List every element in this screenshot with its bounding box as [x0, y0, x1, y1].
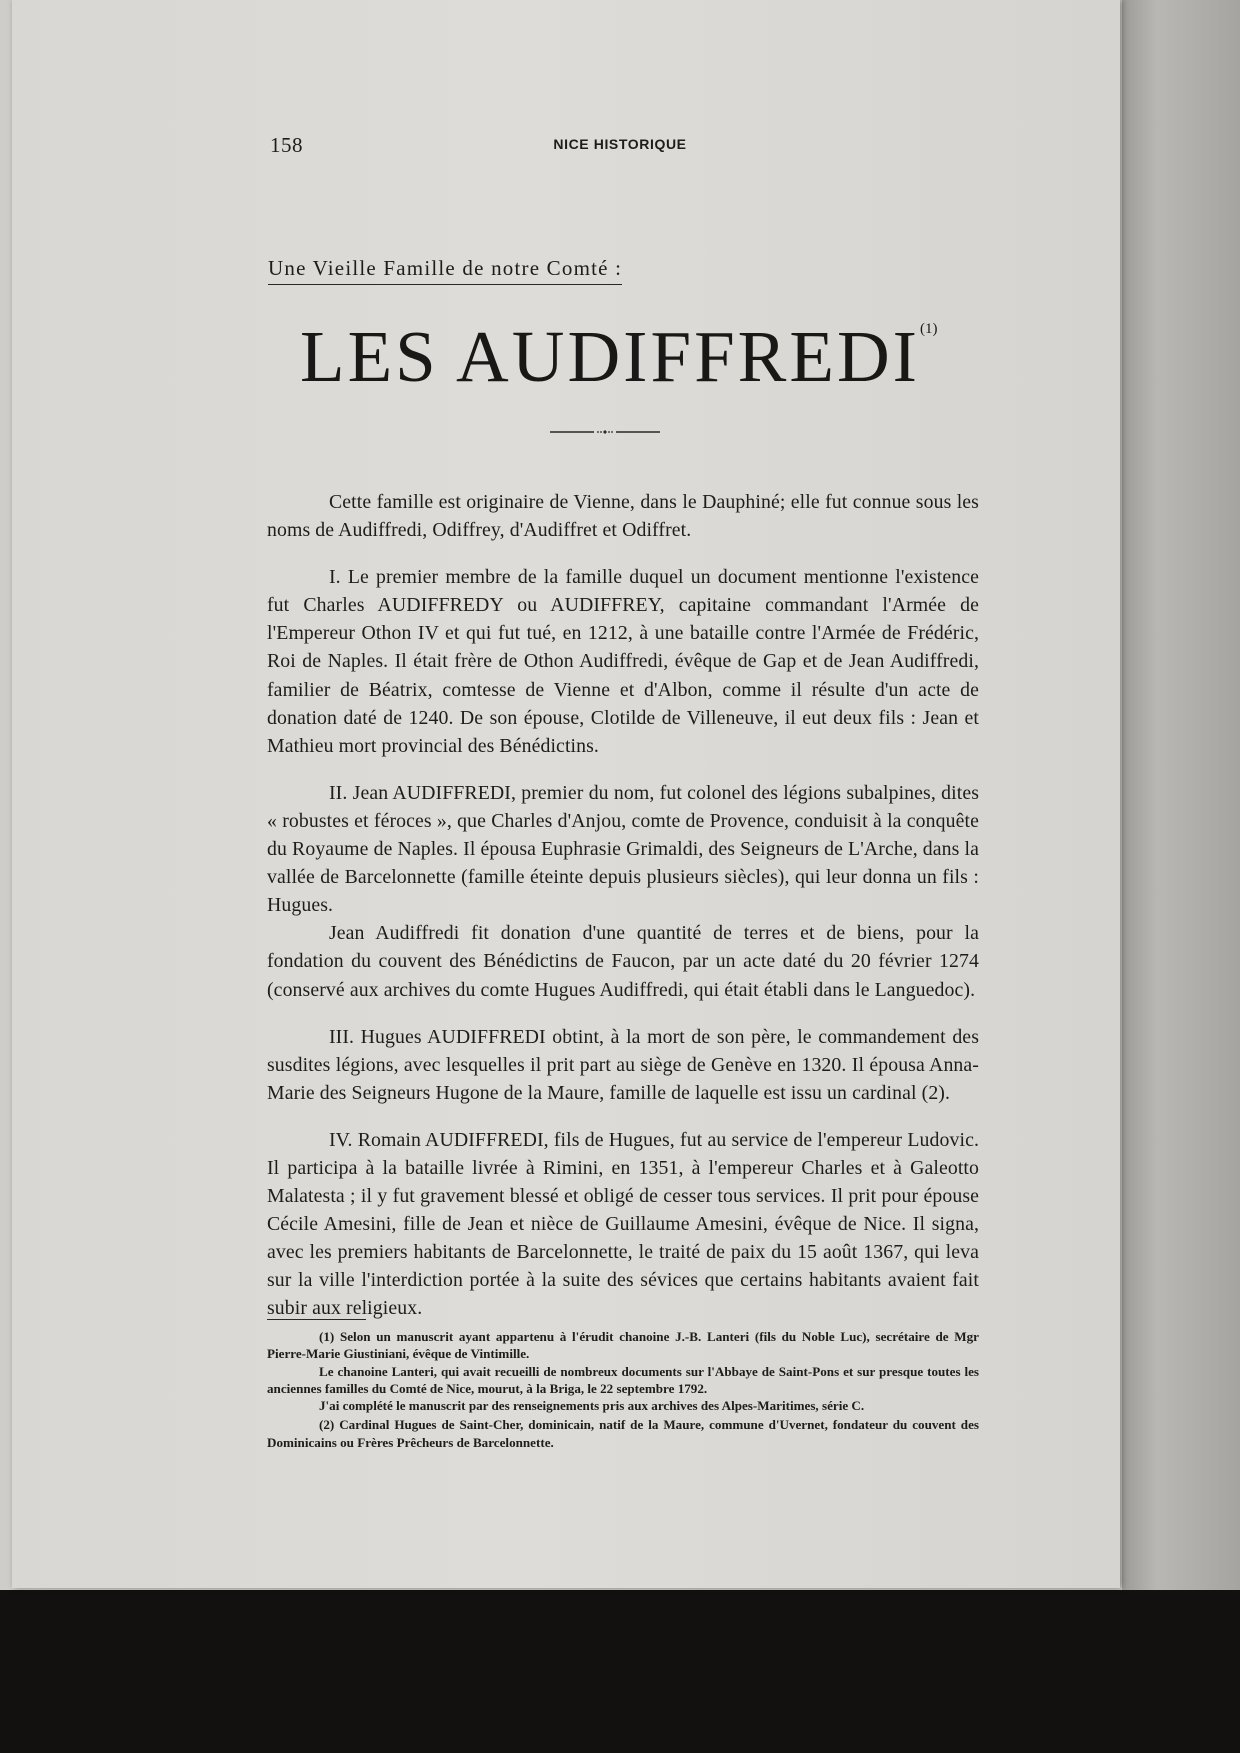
article-subtitle: Une Vieille Famille de notre Comté : — [268, 256, 622, 285]
paragraph-generation-2: II. Jean AUDIFFREDI, premier du nom, fut colonel des légions subalpines, dites « robustes et féroces », que Charles d'Anjou, comte de Provence, conduisit à la conquête du Royaume de Naples. Il épousa Euphrasie Grimaldi, des Seigneurs de L'Arche, dans la vallée de Barcelonnette (famille éteinte depuis plusieurs siècles), qui leur donna un fils : Hugues. — [267, 781, 979, 917]
paragraph-generation-1: I. Le premier membre de la famille duquel un document mentionne l'existence fut Charles AUDIFFREDY ou AUDIFFREY, capitaine commandant l'Armée de l'Empereur Othon IV et qui fut tué, en 1212, à une bataille contre l'Armée de Frédéric, Roi de Naples. Il était frère de Othon Audiffredi, évêque de Gap et de Jean Audiffredi, familier de Béatrix, comtesse de Vienne et d'Albon, comme il résulte d'un acte de donation daté de 1240. De son épouse, Clotilde de Villeneuve, il eut deux fils : Jean et Mathieu mort provincial des Bénédictins. — [267, 566, 979, 757]
footnote-1: (1) Selon un manuscrit ayant appartenu à l'érudit chanoine J.-B. Lanteri (fils du Noble Luc), secrétaire de Mgr Pierre-Marie Giustiniani, évêque de Vintimille. — [267, 1329, 979, 1362]
article-title-text: LES AUDIFFREDI — [300, 316, 920, 397]
paragraph-donation: Jean Audiffredi fit donation d'une quantité de terres et de biens, pour la fondation du couvent des Bénédictins de Faucon, par un acte daté du 20 février 1274 (conservé aux archives du comte Hugues Audiffredi, qui était établi dans le Languedoc). — [267, 922, 979, 1001]
page-header — [270, 133, 970, 157]
ornamental-divider — [550, 429, 660, 435]
page-content — [252, 0, 1022, 1588]
footnote-2: (2) Cardinal Hugues de Saint-Cher, dominicain, natif de la Maure, commune d'Uvernet, fondateur du couvent des Dominicains ou Frères Prêcheurs de Barcelonnette. — [267, 1417, 979, 1450]
book-page — [12, 0, 1120, 1588]
page-number: 158 — [270, 133, 303, 157]
running-head: NICE HISTORIQUE — [553, 136, 687, 152]
paragraph-generation-4: IV. Romain AUDIFFREDI, fils de Hugues, fut au service de l'empereur Ludovic. Il participa à la bataille livrée à Rimini, en 1351, à l'empereur Charles et à Galeotto Malatesta ; il y fut gravement blessé et obligé de cesser tous services. Il prit pour épouse Cécile Amesini, fille de Jean et nièce de Guillaume Amesini, évêque de Nice. Il signa, avec les premiers habitants de Barcelonnette, le traité de paix du 15 août 1367, qui leva sur la ville l'interdiction portée à la suite des sévices que certains habitants avaient fait subir aux religieux. — [267, 1128, 979, 1320]
footnote-1-continued: Le chanoine Lanteri, qui avait recueilli de nombreux documents sur l'Abbaye de Saint-Pons et sur presque toutes les anciennes familles du Comté de Nice, mourut, à la Briga, le 22 septembre 1792. — [267, 1363, 979, 1396]
title-footnote-marker: (1) — [919, 321, 938, 337]
footnote-separator — [267, 1319, 366, 1320]
adjacent-page-edge — [1122, 0, 1240, 1595]
article-title — [300, 316, 938, 397]
paragraph-intro: Cette famille est originaire de Vienne, dans le Dauphiné; elle fut connue sous les noms de Audiffredi, Odiffrey, d'Audiffret et Odiffret. — [267, 491, 979, 542]
article-body — [267, 488, 979, 1323]
footnotes — [267, 1328, 979, 1451]
footnote-1-addendum: J'ai complété le manuscrit par des renseignements pris aux archives des Alpes-Maritimes, série C. — [319, 1398, 865, 1414]
paragraph-generation-3: III. Hugues AUDIFFREDI obtint, à la mort de son père, le commandement des susdites légions, avec lesquelles il prit part au siège de Genève en 1320. Il épousa Anna-Marie des Seigneurs Hugone de la Maure, famille de laquelle est issu un cardinal (2). — [267, 1025, 979, 1104]
scanner-bottom-edge — [0, 1590, 1240, 1753]
